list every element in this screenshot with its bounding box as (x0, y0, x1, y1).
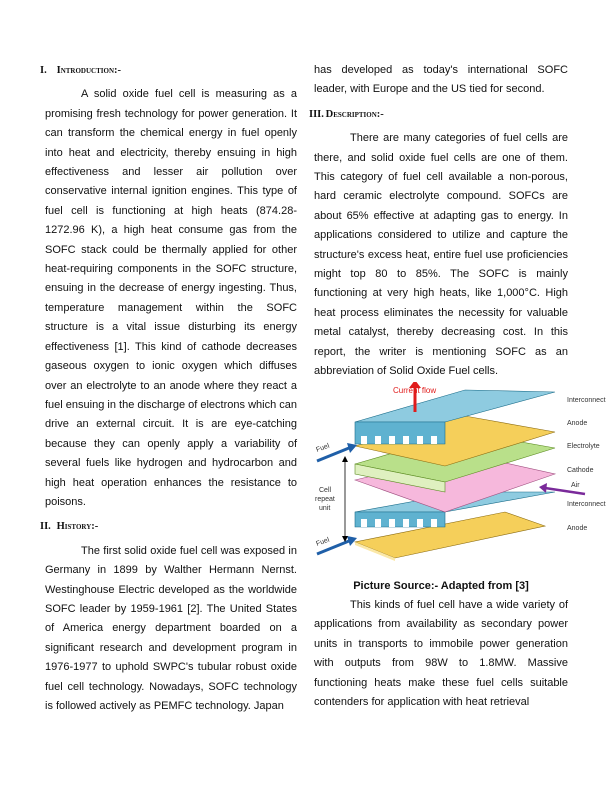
label-fuel: Fuel (315, 442, 331, 454)
label-fuel-2: Fuel (315, 536, 331, 548)
label-air: Air (571, 482, 580, 489)
section-title: Introduction:- (56, 65, 121, 76)
label-cell-repeat-unit: Cell (319, 487, 332, 494)
section-number: II. (40, 521, 51, 533)
section-heading-history (40, 517, 297, 536)
interconnect-layer-top (355, 390, 555, 422)
section-number: III. (309, 108, 324, 120)
fuel-arrowhead-top (347, 443, 357, 453)
label-anode-2: Anode (567, 525, 588, 532)
section-number: I. (40, 65, 47, 76)
left-column (40, 61, 297, 716)
history-paragraph: The first solid oxide fuel cell was exposed in Germany in 1899 by Walther Hermann Nernst. Westinghouse Electric developed as the worldwide SOFC leader by 1959-1961 [2]. The United States of America energy department boarded on a significant research and development program in 1976-1977 to uphold SWPC's tubular robust oxide fuel cell technology. Nowadays, SOFC technology is followed actively as PEMFC technology. Japan (45, 544, 297, 712)
history-paragraph-continued: has developed as today's international SOFC leader, with Europe and the US tied for second. (314, 64, 568, 96)
label-current-flow: Current flow (393, 386, 437, 395)
bracket-arrowhead-top (342, 456, 348, 462)
section-heading-description (309, 105, 568, 124)
section-title: History:- (56, 521, 99, 533)
label-interconnect-2: Interconnect (567, 501, 606, 508)
section-heading-introduction (40, 61, 297, 80)
label-electrolyte: Electrolyte (567, 443, 600, 450)
section-title: Description:- (325, 108, 384, 120)
label-cell-repeat-unit: unit (319, 505, 331, 512)
introduction-paragraph: A solid oxide fuel cell is measuring as a promising fresh technology for power generation. It can transform the chemical energy in fuel openly into heat and electricity, thereby ensuing in high effectiveness and lesser air pollution over conservative internal ignition engines. This type of fuel cell is functioning at high heats (874.28-1272.96 K), a high heat consume gas from the SOFC stack could be thermally applied for other heat-requiring components in the SOFC structure, ensuing in the decrease of energy ingesting. Thus, temperature management within the SOFC structure is a vital issue disturbing its energy effectiveness [1]. This kind of cathode decreases gaseous oxygen to ionic oxygen which diffuses over an electrolyte to an anode where they react a fuel ensuing in the discharge of electrons which can drive an external circuit. It is are eye-catching because they can openly apply a variability of several fuels like hydrogen and hydrocarbon and high heat operation enhances the resistance to poisons. (45, 88, 297, 508)
description-paragraph: There are many categories of fuel cells are there, and solid oxide fuel cells are one of them. This category of fuel cell available a non-porous, hard ceramic electrolyte compound. SOFCs are about 65% effective at adapting gas to energy. In applications considered to utilize and capture the structure's excess heat, entire fuel use proficiencies might top 80 to 85%. The SOFC is mainly functioning at very high heats, like 1,000°C. High heat process eliminates the necessity for valuable metal catalyst, thereby decreasing cost. In this report, the writer is mentioning SOFC as an abbreviation of Solid Oxide Fuel cells. (314, 132, 568, 378)
sofc-stack-diagram (305, 382, 612, 574)
air-arrowhead (539, 483, 547, 493)
label-interconnect: Interconnect (567, 397, 606, 404)
label-cathode: Cathode (567, 467, 594, 474)
label-anode: Anode (567, 420, 588, 427)
right-column (309, 61, 568, 382)
label-cell-repeat-unit: repeat (315, 496, 335, 503)
applications-paragraph: This kinds of fuel cell have a wide variety of applications from availability as secondary power units in transports to immobile power generation with outputs from 98W to 1.8MW. Massive functioning heats make these fuel cells suitable contenders for application with heat retrieval (314, 599, 568, 709)
figure-caption: Picture Source:- Adapted from [3] (353, 580, 529, 592)
